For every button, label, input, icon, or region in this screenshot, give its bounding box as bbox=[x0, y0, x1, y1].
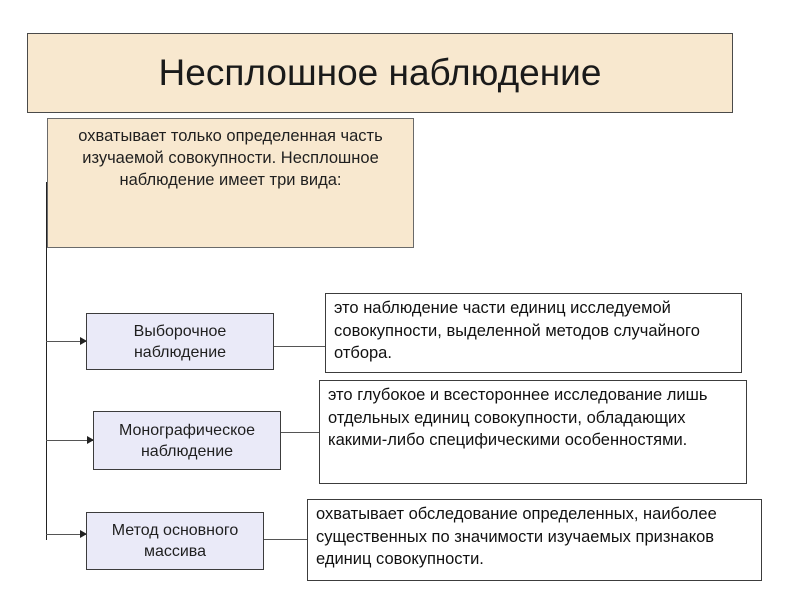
connector-line-1 bbox=[274, 346, 325, 347]
diagram-title: Несплошное наблюдение bbox=[27, 33, 733, 113]
description-box-main-array: охватывает обследование определенных, наиболее существенных по значимости изучаемых признаков единиц совокупности. bbox=[307, 499, 762, 581]
connector-line-3 bbox=[264, 539, 307, 540]
description-box-selective: это наблюдение части единиц исследуемой совокупности, выделенной методов случайного отбора. bbox=[325, 293, 742, 373]
description-box-monographic: это глубокое и всестороннее исследование лишь отдельных единиц совокупности, обладающих какими-либо специфическими особенностями. bbox=[319, 380, 747, 484]
intro-description: охватывает только определенная часть изучаемой совокупности. Несплошное наблюдение имеет три вида: bbox=[47, 118, 414, 248]
vertical-connector bbox=[46, 182, 47, 540]
branch-arrow-line-2 bbox=[46, 440, 93, 441]
type-box-monographic: Монографическое наблюдение bbox=[93, 411, 281, 470]
connector-line-2 bbox=[281, 432, 319, 433]
type-box-selective: Выборочное наблюдение bbox=[86, 313, 274, 370]
type-box-main-array: Метод основного массива bbox=[86, 512, 264, 570]
